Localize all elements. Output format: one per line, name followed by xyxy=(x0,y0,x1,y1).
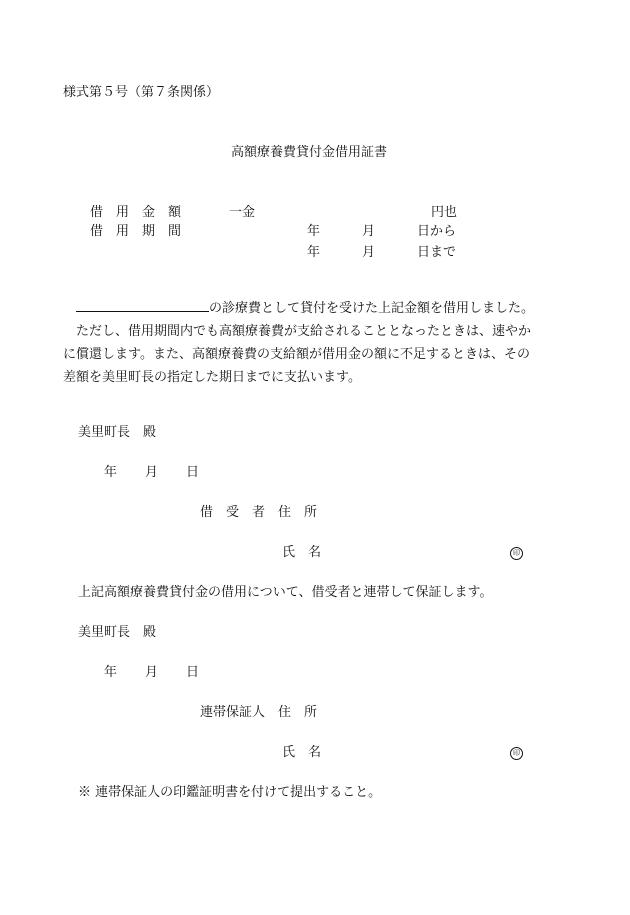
date-year-1: 年 xyxy=(104,465,118,480)
purpose-blank xyxy=(76,300,209,312)
period-to-day: 日まで xyxy=(417,245,457,260)
addressee-1: 美里町長 殿 xyxy=(78,425,157,440)
date-day-1: 日 xyxy=(186,465,200,480)
loan-amount-suffix: 円也 xyxy=(431,205,458,220)
loan-period-label: 借 用 期 間 xyxy=(90,224,182,239)
borrower-address-label: 借 受 者 住 所 xyxy=(200,505,318,520)
body-line-2: ただし、借用期間内でも高額療養費が支給されることとなったときは、速やか xyxy=(63,324,532,339)
date-year-2: 年 xyxy=(104,665,118,680)
footnote: ※ 連帯保証人の印鑑証明書を付けて提出すること。 xyxy=(78,785,382,800)
body-line-1-text: の診療費として貸付を受けた上記金額を借用しました。 xyxy=(209,301,535,316)
loan-amount-label: 借 用 金 額 xyxy=(90,205,182,220)
body-paragraph xyxy=(63,297,534,389)
date-day-2: 日 xyxy=(186,665,200,680)
period-to-month: 月 xyxy=(362,245,376,260)
seal-mark-2 xyxy=(510,745,523,760)
form-number: 様式第５号（第７条関係） xyxy=(63,85,220,100)
period-from-day: 日から xyxy=(417,224,457,239)
period-to-year: 年 xyxy=(307,245,321,260)
body-line-3: に償還します。また、高額療養費の支給額が借用金の額に不足するときは、その xyxy=(63,347,530,362)
document-title: 高額療養費貸付金借用証書 xyxy=(231,145,388,160)
seal-icon: 印 xyxy=(510,747,523,760)
body-line-1 xyxy=(63,297,534,320)
date-month-2: 月 xyxy=(145,665,159,680)
seal-mark-1 xyxy=(510,545,523,560)
borrower-name-label: 氏 名 xyxy=(282,545,322,560)
seal-icon: 印 xyxy=(510,547,523,560)
loan-amount-prefix: 一金 xyxy=(229,205,256,220)
guarantor-address-label: 連帯保証人 住 所 xyxy=(200,705,318,720)
date-month-1: 月 xyxy=(145,465,159,480)
addressee-2: 美里町長 殿 xyxy=(78,625,157,640)
period-from-year: 年 xyxy=(307,224,321,239)
period-from-month: 月 xyxy=(362,224,376,239)
guarantee-statement: 上記高額療養費貸付金の借用について、借受者と連帯して保証します。 xyxy=(78,585,493,600)
body-line-4: 差額を美里町長の指定した期日までに支払います。 xyxy=(63,370,361,385)
guarantor-name-label: 氏 名 xyxy=(282,745,322,760)
